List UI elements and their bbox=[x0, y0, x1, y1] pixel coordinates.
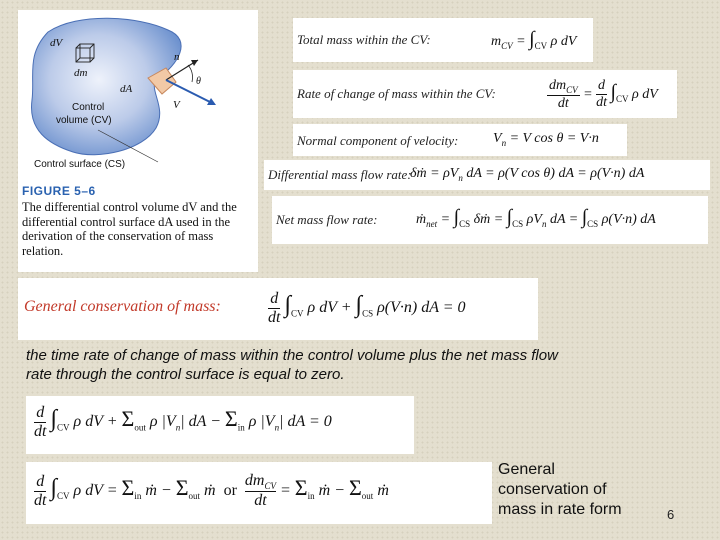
dm-label: dm bbox=[74, 67, 88, 79]
eq-general-formula: $\frac{d}{dt}$ $\int_{CV}$ ρ dV + $\int_{CS}$ ρ(V·n) dA = 0 bbox=[268, 290, 466, 326]
rate-form-note: General conservation of mass in rate form bbox=[498, 461, 622, 518]
eq-net-flow bbox=[272, 196, 708, 244]
eq-differential-flow-formula: δṁ = $\rho V_n$ dA = ρ(V cos θ) dA = ρ(V·n) dA bbox=[410, 166, 645, 183]
eq-differential-flow-label: Differential mass flow rate: bbox=[268, 167, 412, 182]
conservation-statement: the time rate of change of mass within the control volume plus the net mass flow rate through the control surface is equal to zero. bbox=[26, 347, 558, 383]
theta-label: θ bbox=[196, 76, 201, 87]
eq-rate-change bbox=[293, 70, 677, 118]
eq-general bbox=[18, 278, 538, 340]
page-number: 6 bbox=[667, 507, 675, 522]
eq-total-mass-formula: $m_{CV} = \int_{CV}$ ρ dV bbox=[491, 28, 577, 51]
control-volume-diagram bbox=[18, 10, 258, 185]
eq-rate-change-formula: $dm_{CV}$ dt = $\frac{d}{dt}$ $\int_{CV}$ ρ dV bbox=[549, 78, 658, 111]
eq-rate-form bbox=[26, 462, 492, 524]
n-label: n bbox=[174, 51, 180, 63]
eq-differential-flow bbox=[264, 160, 710, 190]
dv-label: dV bbox=[50, 37, 63, 49]
eq-rate-form-formula: $\frac{d}{dt}$ $\int_{CV}$ ρ dV = $\Sigma_{in}$ ṁ − $\Sigma_{out}$ ṁ or $dm_{CV}$ dt = $\Sigma_{in}$ ṁ − $\Sigma_{out}$ ṁ bbox=[34, 472, 389, 510]
eq-normal-velocity-label: Normal component of velocity: bbox=[297, 133, 459, 148]
figure-caption-heading: FIGURE 5–6 bbox=[22, 184, 96, 198]
eq-general-label: General conservation of mass: bbox=[24, 298, 221, 315]
da-label: dA bbox=[120, 83, 133, 95]
eq-sum-form-formula: $\frac{d}{dt}$ $\int_{CV}$ ρ dV + $\Sigma_{out}$ ρ $|V_n|$ dA − $\Sigma_{in}$ ρ $|V_n|$ dA = 0 bbox=[34, 404, 332, 440]
eq-net-flow-label: Net mass flow rate: bbox=[276, 212, 378, 227]
eq-sum-form bbox=[26, 396, 414, 454]
v-label: V bbox=[173, 99, 180, 111]
figure-caption-text: The differential control volume dV and the differential control surface dA used in the derivation of the conservation of mass relation. bbox=[22, 200, 237, 258]
figure-panel bbox=[18, 10, 258, 272]
cv-label-line1: Control bbox=[72, 102, 105, 113]
cs-label: Control surface (CS) bbox=[34, 159, 126, 170]
eq-net-flow-formula: ṁ$_{net}$ = $\int_{CS}$ δṁ = $\int_{CS}$ $\rho V_n$ dA = $\int_{CS}$ ρ(V·n) dA bbox=[416, 206, 656, 229]
eq-total-mass-label: Total mass within the CV: bbox=[297, 32, 431, 47]
eq-total-mass bbox=[293, 18, 593, 62]
eq-normal-velocity bbox=[293, 124, 627, 156]
eq-rate-change-label: Rate of change of mass within the CV: bbox=[297, 86, 496, 101]
cv-label-line2: volume (CV) bbox=[56, 115, 112, 126]
eq-normal-velocity-formula: $V_n = V$ cos θ = V·n bbox=[493, 131, 599, 148]
